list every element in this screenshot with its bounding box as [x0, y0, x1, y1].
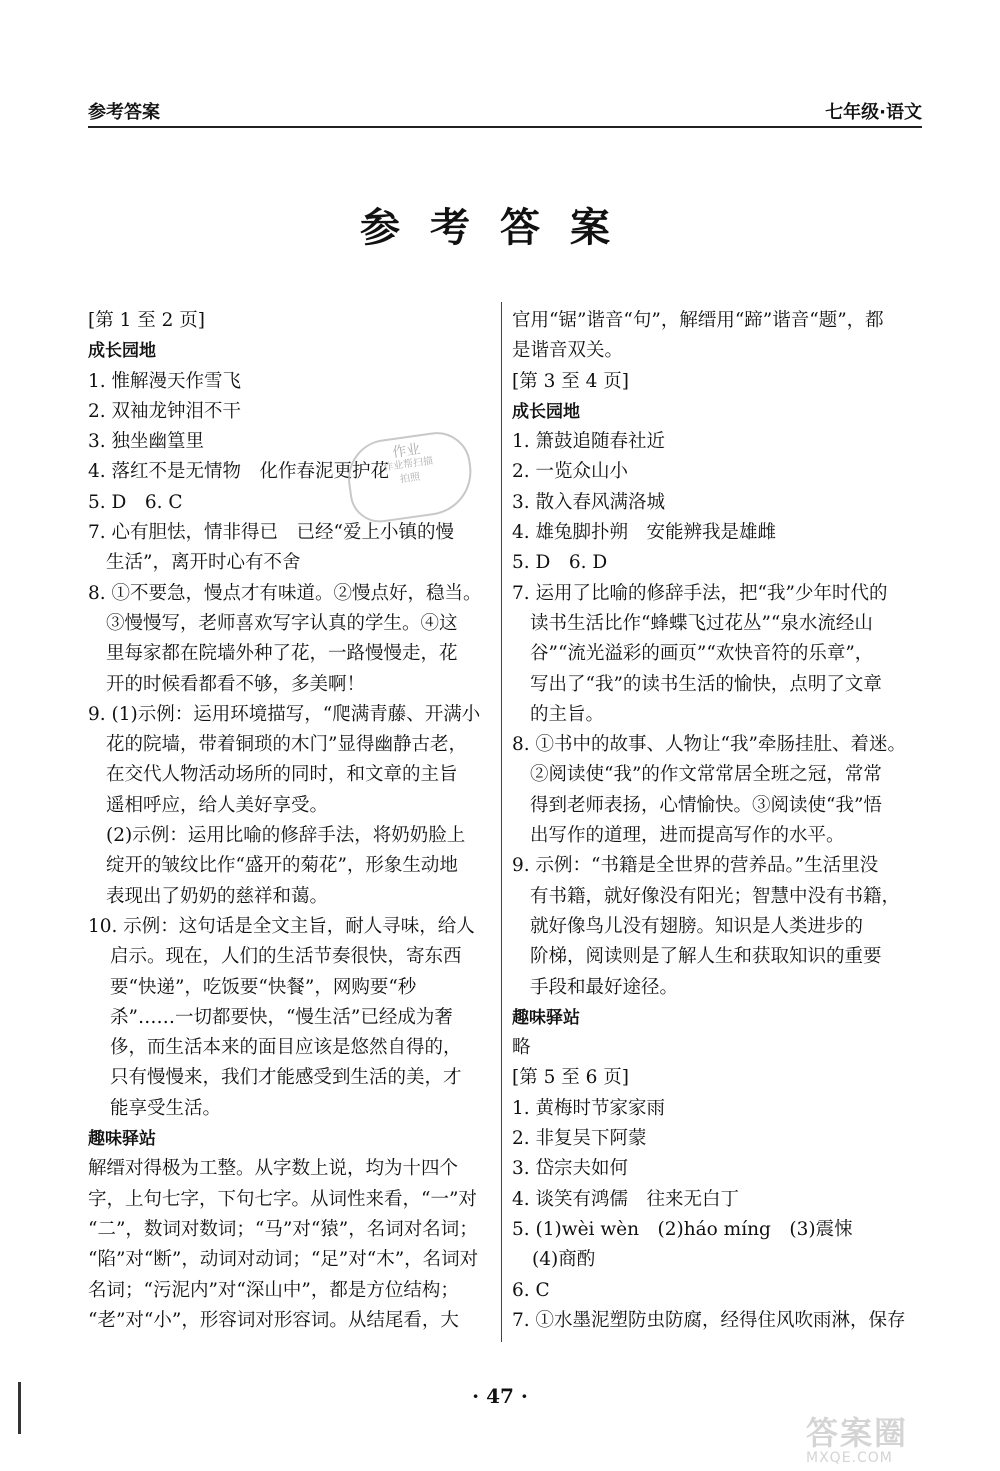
answer-line: 略	[512, 1037, 531, 1059]
right-column	[512, 306, 926, 1336]
header-rule	[88, 126, 922, 128]
answer-line: 1. 黄梅时节家家雨	[512, 1097, 666, 1119]
answer-line: 杀”……一切都要快，“慢生活”已经成为奢	[110, 1006, 453, 1028]
page-title: 参考答案	[360, 205, 640, 251]
answer-line: 2. 非复吴下阿蒙	[512, 1128, 647, 1150]
answer-line: 里每家都在院墙外种了花，一路慢慢走，花	[106, 643, 458, 665]
answer-line: 3. 散入春风满洛城	[512, 491, 666, 513]
answer-line: 10. 示例：这句话是全文主旨，耐人寻味，给人	[88, 915, 475, 937]
answer-line: 花的院墙，带着铜琐的木门”显得幽静古老，	[106, 734, 467, 756]
answer-line: 是谐音双关。	[512, 340, 624, 362]
answer-line: 阶梯，阅读则是了解人生和获取知识的重要	[530, 946, 882, 968]
answer-line: 能享受生活。	[110, 1097, 222, 1119]
answer-line: 5. D 6. C	[88, 491, 183, 513]
answer-line: 只有慢慢来，我们才能感受到生活的美，才	[110, 1067, 462, 1089]
answer-line: 官用“锯”谐音“句”，解缙用“蹄”谐音“题”，都	[512, 310, 884, 331]
answer-line: ③慢慢写，老师喜欢写字认真的学生。④这	[106, 612, 458, 634]
answer-line: 就好像鸟儿没有翅膀。知识是人类进步的	[530, 915, 864, 937]
section-heading: 趣味驿站	[88, 1129, 156, 1150]
answer-line: 3. 独坐幽篁里	[88, 431, 205, 453]
answer-line: 4. 雄兔脚扑朔 安能辨我是雄雌	[512, 522, 777, 544]
site-watermark	[806, 1408, 978, 1464]
stamp-line: 拍照	[399, 471, 421, 486]
answer-line: 开的时候看都看不够，多美啊！	[106, 673, 366, 695]
answer-line: 手段和最好途径。	[530, 976, 679, 998]
section-heading: 成长园地	[512, 401, 580, 422]
answer-line: ②阅读使“我”的作文常常居全班之冠，常常	[530, 764, 882, 786]
answer-line: 6. C	[512, 1279, 550, 1301]
answer-line: 2. 一览众山小	[512, 461, 629, 483]
answer-line: (4)商酌	[532, 1249, 596, 1271]
section-heading: 趣味驿站	[512, 1007, 580, 1028]
answer-line: 7. 心有胆怯，情非得已 已经“爱上小镇的慢	[88, 522, 454, 544]
header-left-label: 参考答案	[88, 102, 160, 123]
answer-line: 9. 示例：“书籍是全世界的营养品。”生活里没	[512, 855, 879, 877]
answer-line: “陷”对“断”，动词对动词；“足”对“木”，名词对	[88, 1249, 479, 1271]
answer-line: 5. (1)wèi wèn (2)háo míng (3)震悚	[512, 1218, 853, 1240]
answer-line: 1. 箫鼓追随春社近	[512, 431, 666, 453]
watermark-logo-text: 答案圈	[806, 1414, 909, 1452]
answer-line: 要“快递”，吃饭要“快餐”，网购要“秒	[110, 976, 417, 998]
section-range: [第 1 至 2 页]	[88, 310, 205, 331]
answer-line: 生活”，离开时心有不舍	[106, 552, 301, 574]
section-range: [第 5 至 6 页]	[512, 1067, 629, 1089]
answer-line: 7. 运用了比喻的修辞手法，把“我”少年时代的	[512, 582, 888, 604]
page-header	[88, 92, 922, 128]
answer-line: 启示。现在，人们的生活节奏很快，寄东西	[110, 946, 462, 968]
stamp-line: 作业帮扫描	[382, 455, 434, 474]
stamp-line: 作业	[391, 441, 422, 462]
answer-line: 遥相呼应，给人美好享受。	[106, 794, 329, 816]
answer-line: 8. ①不要急，慢点才有味道。②慢点好，稳当。	[88, 582, 482, 604]
answer-line: “老”对“小”，形容词对形容词。从结尾看，大	[88, 1309, 459, 1331]
answer-line: 字，上句七字，下句七字。从词性来看，“一”对	[88, 1188, 477, 1210]
answer-line: 有书籍，就好像没有阳光；智慧中没有书籍，	[530, 885, 901, 907]
answer-line: 出写作的道理，进而提高写作的水平。	[530, 825, 845, 847]
header-right-label: 七年级·语文	[825, 102, 922, 123]
answer-line: 在交代人物活动场所的同时，和文章的主旨	[106, 764, 458, 786]
answer-line: 9. (1)示例：运用环境描写，“爬满青藤、开满小	[88, 703, 481, 725]
answer-line: “二”，数词对数词；“马”对“猿”，名词对名词；	[88, 1218, 478, 1240]
answer-line: 表现出了奶奶的慈祥和蔼。	[106, 885, 329, 907]
answer-line: 谷”“流光溢彩的画页”“欢快音符的乐章”，	[530, 643, 874, 665]
scan-edge-mark	[18, 1382, 21, 1434]
section-heading: 成长园地	[88, 341, 156, 362]
answer-line: 3. 岱宗夫如何	[512, 1158, 629, 1180]
answer-line: 名词；“污泥内”对“深山中”，都是方位结构；	[88, 1279, 459, 1301]
answer-line: 7. ①水墨泥塑防虫防腐，经得住风吹雨淋，保存	[512, 1309, 906, 1331]
watermark-url: MXQE.COM	[806, 1450, 893, 1466]
answer-line: 4. 谈笑有鸿儒 往来无白丁	[512, 1188, 740, 1210]
answer-line: 8. ①书中的故事、人物让“我”牵肠挂肚、着迷。	[512, 734, 906, 756]
answer-line: 得到老师表扬，心情愉快。③阅读使“我”悟	[530, 794, 882, 816]
answer-line: 绽开的皱纹比作“盛开的菊花”，形象生动地	[106, 855, 458, 877]
section-range: [第 3 至 4 页]	[512, 370, 629, 392]
answer-line: 的主旨。	[530, 703, 605, 725]
answer-line: 1. 惟解漫天作雪飞	[88, 370, 242, 392]
answer-line: 读书生活比作“蜂蝶飞过花丛”“泉水流经山	[530, 612, 873, 634]
answer-line: (2)示例：运用比喻的修辞手法，将奶奶脸上	[106, 825, 466, 847]
page-number: · 47 ·	[472, 1384, 528, 1408]
answer-line: 5. D 6. D	[512, 552, 608, 574]
answer-line: 解缙对得极为工整。从字数上说，均为十四个	[88, 1158, 459, 1180]
column-divider	[501, 302, 502, 1342]
answer-line: 2. 双袖龙钟泪不干	[88, 400, 242, 422]
answer-line: 侈，而生活本来的面目应该是悠然自得的，	[110, 1037, 462, 1059]
answer-line: 4. 落红不是无情物 化作春泥更护花	[88, 461, 390, 483]
answer-line: 写出了“我”的读书生活的愉快，点明了文章	[530, 673, 882, 695]
